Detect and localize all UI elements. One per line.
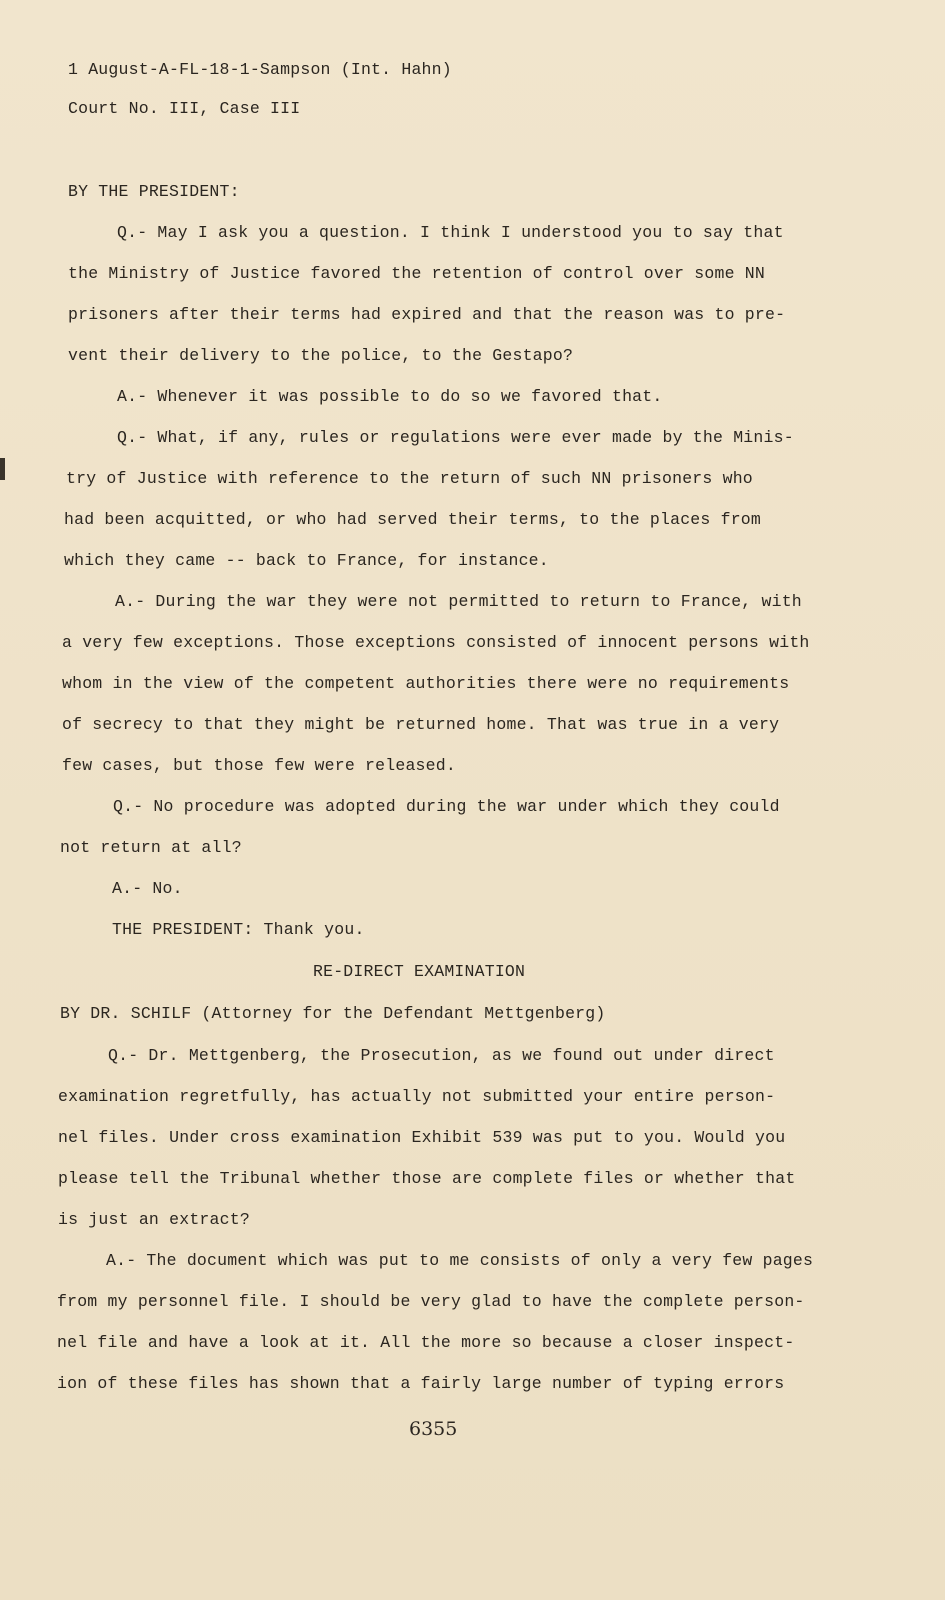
transcript-line: Q.- No procedure was adopted during the war under which they could	[113, 797, 780, 816]
transcript-line: nel file and have a look at it. All the more so because a closer inspect-	[57, 1333, 795, 1352]
transcript-line: a very few exceptions. Those exceptions consisted of innocent persons with	[62, 633, 810, 652]
transcript-line: which they came -- back to France, for instance.	[64, 551, 549, 570]
transcript-line: try of Justice with reference to the return of such NN prisoners who	[66, 469, 753, 488]
speaker-heading: BY DR. SCHILF (Attorney for the Defendant Mettgenberg)	[60, 1004, 606, 1023]
transcript-line: A.- During the war they were not permitted to return to France, with	[115, 592, 802, 611]
transcript-line: whom in the view of the competent authorities there were no requirements	[62, 674, 790, 693]
transcript-line: had been acquitted, or who had served their terms, to the places from	[64, 510, 762, 529]
transcript-line: Q.- Dr. Mettgenberg, the Prosecution, as we found out under direct	[108, 1046, 775, 1065]
transcript-line: of secrecy to that they might be returned home. That was true in a very	[62, 715, 780, 734]
transcript-line: is just an extract?	[58, 1210, 250, 1229]
transcript-line: Q.- May I ask you a question. I think I understood you to say that	[117, 223, 784, 242]
transcript-line: A.- No.	[112, 879, 183, 898]
transcript-line: nel files. Under cross examination Exhibit 539 was put to you. Would you	[58, 1128, 786, 1147]
speaker-heading: BY THE PRESIDENT:	[68, 182, 240, 201]
court-info: Court No. III, Case III	[68, 99, 301, 118]
transcript-line: THE PRESIDENT: Thank you.	[112, 920, 365, 939]
transcript-line: few cases, but those few were released.	[62, 756, 456, 775]
section-heading: RE-DIRECT EXAMINATION	[313, 962, 526, 981]
transcript-line: ion of these files has shown that a fairly large number of typing errors	[57, 1374, 785, 1393]
transcript-line: A.- The document which was put to me consists of only a very few pages	[106, 1251, 814, 1270]
transcript-line: A.- Whenever it was possible to do so we favored that.	[117, 387, 663, 406]
session-id: 1 August-A-FL-18-1-Sampson (Int. Hahn)	[68, 60, 452, 79]
transcript-line: please tell the Tribunal whether those are complete files or whether that	[58, 1169, 796, 1188]
transcript-line: examination regretfully, has actually not submitted your entire person-	[58, 1087, 776, 1106]
transcript-line: the Ministry of Justice favored the retention of control over some NN	[68, 264, 766, 283]
transcript-line: vent their delivery to the police, to the Gestapo?	[68, 346, 574, 365]
page-number: 6355	[409, 1418, 458, 1440]
transcript-line: not return at all?	[60, 838, 242, 857]
margin-mark	[0, 458, 5, 480]
transcript-line: prisoners after their terms had expired and that the reason was to pre-	[68, 305, 786, 324]
transcript-line: from my personnel file. I should be very glad to have the complete person-	[57, 1292, 805, 1311]
transcript-line: Q.- What, if any, rules or regulations were ever made by the Minis-	[117, 428, 794, 447]
